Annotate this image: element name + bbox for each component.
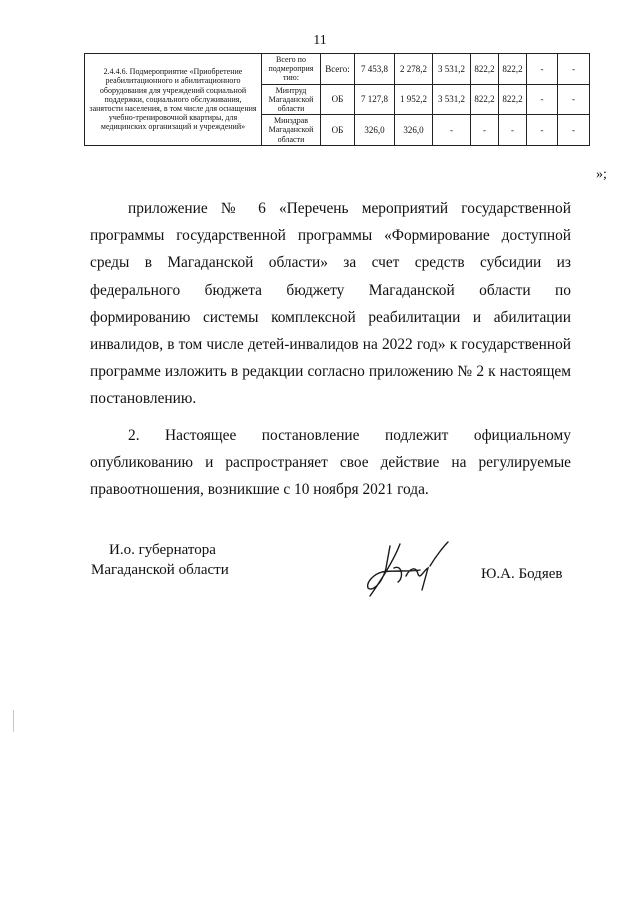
executor-cell: Минтруд Магаданской области — [262, 84, 321, 115]
value-cell: - — [527, 54, 558, 85]
value-cell: - — [527, 84, 558, 115]
value-cell: 822,2 — [499, 54, 527, 85]
value-cell: - — [471, 115, 499, 146]
value-cell: 7 453,8 — [355, 54, 395, 85]
budget-table — [84, 53, 590, 146]
signer-name: Ю.А. Бодяев — [481, 566, 563, 582]
value-cell: 7 127,8 — [355, 84, 395, 115]
source-cell: ОБ — [321, 115, 355, 146]
paragraph-appendix: приложение № 6 «Перечень мероприятий государственной программы государственной программы «Формирование доступной среды в Магаданской области» за счет средств субсидии из федерального бюджета бюджету Магаданской области по формированию системы комплексной реабилитации и абилитации инвалидов, в том числе детей-инвалидов на 2022 год» к государственной программе изложить в редакции согласно приложению № 2 к настоящем постановлению. — [90, 200, 571, 408]
value-cell: - — [558, 115, 590, 146]
value-cell: 326,0 — [355, 115, 395, 146]
signer-position: И.о. губернатора — [109, 542, 216, 558]
table-row — [85, 54, 590, 85]
value-cell: - — [558, 84, 590, 115]
signer-region: Магаданской области — [91, 562, 229, 578]
page-number: 11 — [313, 33, 327, 48]
value-cell: 2 278,2 — [395, 54, 433, 85]
source-cell: Всего: — [321, 54, 355, 85]
value-cell: 822,2 — [499, 84, 527, 115]
value-cell: - — [527, 115, 558, 146]
signer-title — [91, 540, 229, 580]
value-cell: 822,2 — [471, 84, 499, 115]
value-cell: - — [433, 115, 471, 146]
task-description: 2.4.4.6. Подмероприятие «Приобретение реабилитационного и абилитационного оборудования для учреждений социальной поддержки, социального обслуживания, занятости населения, в том числе для оснащения учебно-тренировочной квартиры, для медицинских организаций и учреждений» — [85, 54, 262, 146]
value-cell: 1 952,2 — [395, 84, 433, 115]
value-cell: - — [558, 54, 590, 85]
scan-mark — [13, 710, 14, 732]
executor-cell: Минздрав Магаданской области — [262, 115, 321, 146]
source-cell: ОБ — [321, 84, 355, 115]
executor-cell: Всего по подмероприя тию: — [262, 54, 321, 85]
value-cell: 326,0 — [395, 115, 433, 146]
signature-image — [360, 538, 452, 602]
paragraph-effect: 2. Настоящее постановление подлежит официальному опубликованию и распространяет свое действие на регулируемые правоотношения, возникшие с 10 ноября 2021 года. — [90, 426, 571, 499]
value-cell: - — [499, 115, 527, 146]
value-cell: 3 531,2 — [433, 84, 471, 115]
closing-quote-mark: »; — [596, 167, 607, 182]
body-text — [90, 195, 571, 503]
value-cell: 822,2 — [471, 54, 499, 85]
value-cell: 3 531,2 — [433, 54, 471, 85]
